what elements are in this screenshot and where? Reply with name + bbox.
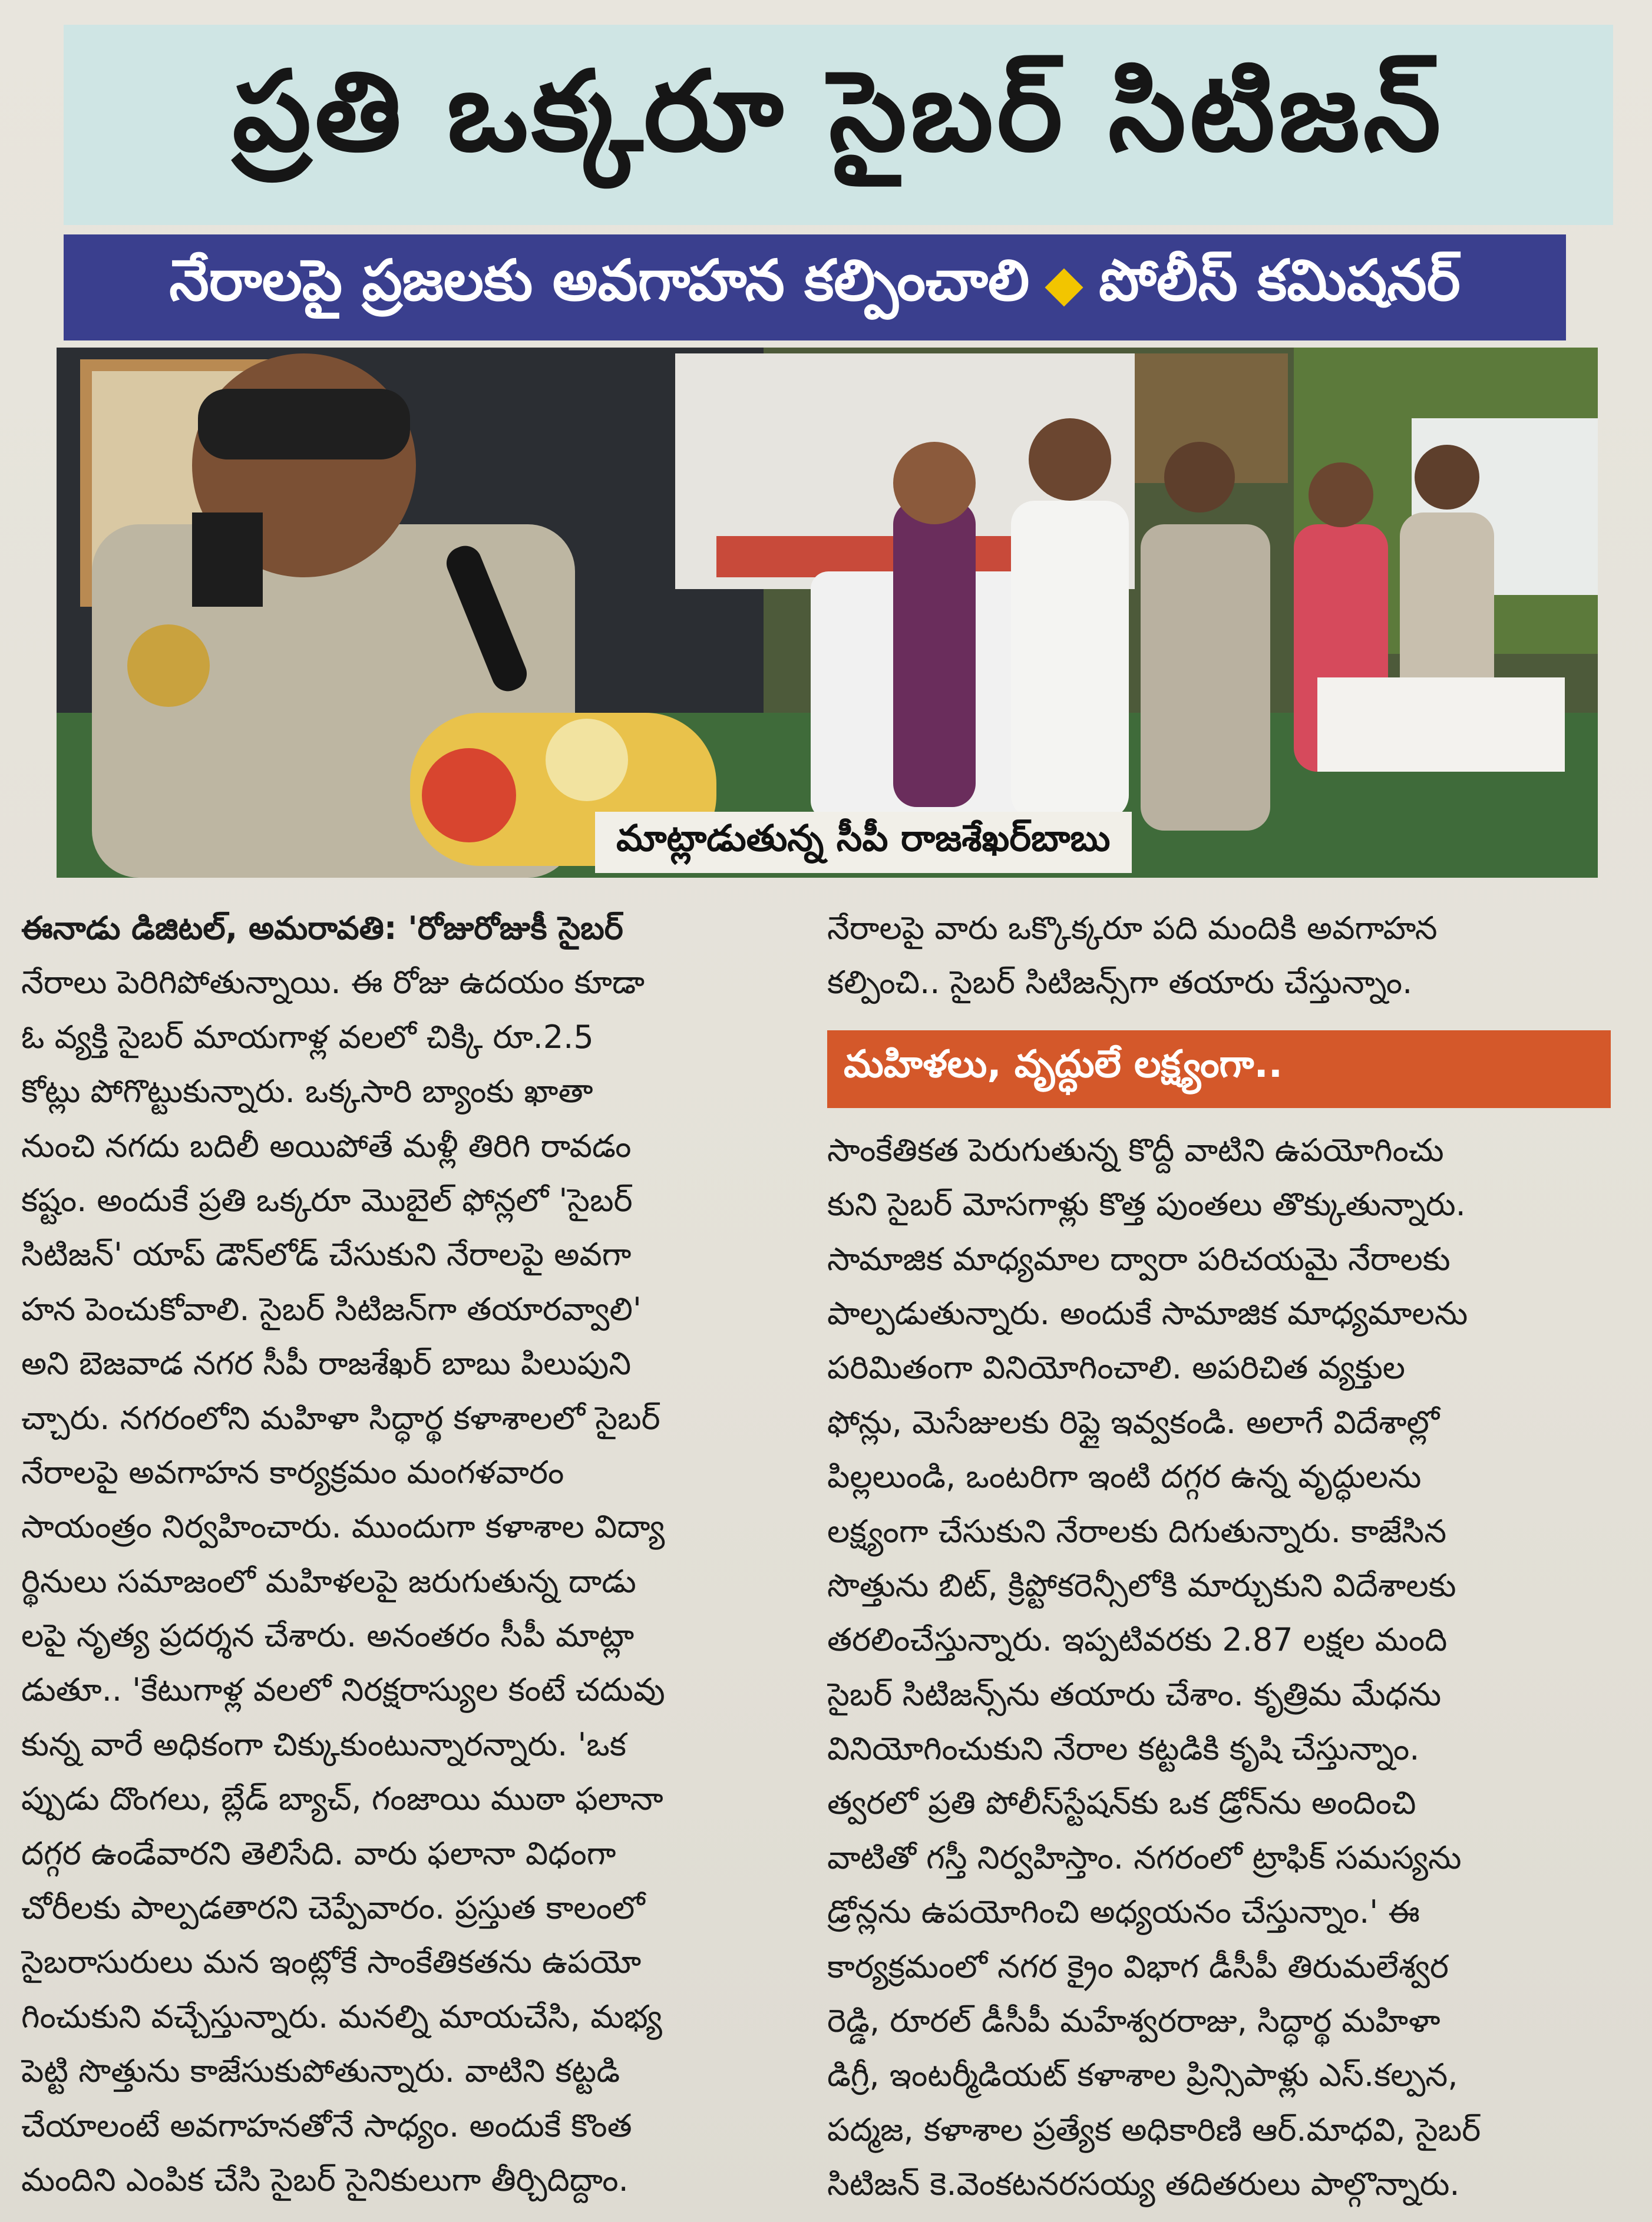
article-line: సిటిజన్' యాప్ డౌన్‌లోడ్ చేసుకుని నేరాలపై అవగా <box>21 1236 632 1274</box>
article-line: లక్ష్యంగా చేసుకుని నేరాలకు దిగుతున్నారు. కాజేసిన <box>827 1512 1447 1550</box>
article-line: హన పెంచుకోవాలి. సైబర్ సిటిజన్‌గా తయారవ్వాలి' <box>21 1290 642 1328</box>
article-line: సాయంత్రం నిర్వహించారు. ముందుగా కళాశాల విద్యా <box>21 1508 665 1546</box>
article-line: కల్పించి.. సైబర్ సిటిజన్స్‌గా తయారు చేస్తున్నాం. <box>827 964 1413 1001</box>
article-line: ఓ వ్యక్తి సైబర్ మాయగాళ్ల వలలో చిక్కి రూ.2.5 <box>21 1018 594 1056</box>
article-line: లపై నృత్య ప్రదర్శన చేశారు. అనంతరం సీపీ మాట్లా <box>21 1617 635 1655</box>
article-line: సైబర్ సిటిజన్స్‌ను తయారు చేశాం. కృత్రిమ మేధను <box>827 1675 1442 1713</box>
article-line: డిగ్రీ, ఇంటర్మీడియట్ కళాశాల ప్రిన్సిపాళ్లు ఎస్.కల్పన, <box>827 2056 1458 2094</box>
article-line: వినియోగించుకుని నేరాల కట్టడికి కృషి చేస్తున్నాం. <box>827 1730 1420 1768</box>
article-line: కష్టం. అందుకే ప్రతి ఒక్కరూ మొబైల్ ఫోన్లలో 'సైబర్ <box>21 1181 633 1219</box>
article-line: ఫోన్లు, మెసేజులకు రిప్లై ఇవ్వకండి. అలాగే విదేశాల్లో <box>827 1403 1440 1441</box>
article-line: డ్రోన్లను ఉపయోగించి అధ్యయనం చేస్తున్నాం.' ఈ <box>827 1893 1420 1931</box>
article-line: సైబరాసురులు మన ఇంట్లోకే సాంకేతికతను ఉపయో <box>21 1943 642 1981</box>
article-line: రెడ్డి, రూరల్ డీసీపీ మహేశ్వరరాజు, సిద్ధార్థ మహిళా <box>827 2002 1440 2040</box>
article-line: సామాజిక మాధ్యమాల ద్వారా పరిచయమై నేరాలకు <box>827 1240 1451 1278</box>
news-photo <box>57 348 1598 878</box>
article-line: కార్యక్రమంలో నగర క్రైం విభాగ డీసీపీ తిరుమలేశ్వర <box>827 1947 1449 1985</box>
article-line: చేయాలంటే అవగాహనతోనే సాధ్యం. అందుకే కొంత <box>21 2107 632 2144</box>
article-line: కోట్లు పోగొట్టుకున్నారు. ఒక్కసారి బ్యాంకు ఖాతా <box>21 1073 593 1110</box>
article-line: కుని సైబర్ మోసగాళ్లు కొత్త పుంతలు తొక్కుతున్నారు. <box>827 1186 1466 1224</box>
section-heading: మహిళలు, వృద్ధులే లక్ష్యంగా.. <box>827 1030 1611 1108</box>
diamond-bullet-icon <box>1045 268 1083 306</box>
article-line: పెట్టి సొత్తును కాజేసుకుపోతున్నారు. వాటిని కట్టడి <box>21 2052 620 2090</box>
article-line: పిల్లలుండి, ఒంటరిగా ఇంటి దగ్గర ఉన్న వృద్ధులను <box>827 1458 1422 1496</box>
headline: ప్రతి ఒక్కరూ సైబర్ సిటిజన్ <box>232 47 1445 176</box>
subheadline-bar <box>64 234 1566 340</box>
article-line: నేరాలపై అవగాహన కార్యక్రమం మంగళవారం <box>21 1453 564 1491</box>
article-line: చోరీలకు పాల్పడతారని చెప్పేవారం. ప్రస్తుత కాలంలో <box>21 1889 645 1927</box>
article-line: త్వరలో ప్రతి పోలీస్‌స్టేషన్‌కు ఒక డ్రోన్‌ను అందించి <box>827 1784 1416 1822</box>
article-line: ప్పుడు దొంగలు, బ్లేడ్ బ్యాచ్, గంజాయి ముఠా ఫలానా <box>21 1780 663 1818</box>
article-line: తరలించేస్తున్నారు. ఇప్పటివరకు 2.87 లక్షల మంది <box>827 1621 1448 1659</box>
article-line: దగ్గర ఉండేవారని తెలిసేది. వారు ఫలానా విధంగా <box>21 1834 616 1872</box>
article-line: కున్న వారే అధికంగా చిక్కుకుంటున్నారన్నారు. 'ఒక <box>21 1725 626 1763</box>
article-line: నేరాలు పెరిగిపోతున్నాయి. ఈ రోజు ఉదయం కూడా <box>21 964 645 1001</box>
article-line: వాటితో గస్తీ నిర్వహిస్తాం. నగరంలో ట్రాఫిక్ సమస్యను <box>827 1839 1462 1876</box>
article-left-column <box>21 901 810 2207</box>
article-line: చ్చారు. నగరంలోని మహిళా సిద్ధార్థ కళాశాలలో సైబర్ <box>21 1399 660 1437</box>
photo-caption: మాట్లాడుతున్న సీపీ రాజశేఖర్‌బాబు <box>595 812 1132 873</box>
article-line: ర్థినులు సమాజంలో మహిళలపై జరుగుతున్న దాడు <box>21 1562 636 1600</box>
article-line: నేరాలపై వారు ఒక్కొక్కరూ పది మందికి అవగాహన <box>827 910 1438 947</box>
article-line: పరిమితంగా వినియోగించాలి. అపరిచిత వ్యక్తుల <box>827 1349 1406 1387</box>
article-right-column <box>827 901 1611 2212</box>
article-line: అని బెజవాడ నగర సీపీ రాజశేఖర్ బాబు పిలుపుని <box>21 1345 632 1383</box>
article-line: గించుకుని వచ్చేస్తున్నారు. మనల్ని మాయచేసి, మభ్య <box>21 1998 662 2035</box>
subheadline-right: పోలీస్ కమిషనర్ <box>1099 247 1461 313</box>
article-line: ఈనాడు డిజిటల్, అమరావతి: 'రోజురోజుకీ సైబర్ <box>21 910 623 947</box>
article-line: పద్మజ, కళాశాల ప్రత్యేక అధికారిణి ఆర్.మాధవి, సైబర్ <box>827 2111 1481 2148</box>
article-line: మందిని ఎంపిక చేసి సైబర్ సైనికులుగా తీర్చిదిద్దాం. <box>21 2161 629 2198</box>
article-line: పాల్పడుతున్నారు. అందుకే సామాజిక మాధ్యమాలను <box>827 1294 1468 1332</box>
subheadline-left: నేరాలపై ప్రజలకు అవగాహన కల్పించాలి <box>169 247 1030 313</box>
article-line: డుతూ.. 'కేటుగాళ్ల వలలో నిరక్షరాస్యుల కంటే చదువు <box>21 1671 665 1709</box>
article-line: సాంకేతికత పెరుగుతున్న కొద్దీ వాటిని ఉపయోగించు <box>827 1131 1444 1169</box>
headline-banner <box>64 25 1613 225</box>
article-line: సిటిజన్ కె.వెంకటనరసయ్య తదితరులు పాల్గొన్నారు. <box>827 2165 1460 2203</box>
article-line: నుంచి నగదు బదిలీ అయిపోతే మళ్లీ తిరిగి రావడం <box>21 1127 632 1165</box>
article-line: సొత్తును బిట్, క్రిప్టోకరెన్సీలోకి మార్చుకుని విదేశాలకు <box>827 1566 1456 1604</box>
